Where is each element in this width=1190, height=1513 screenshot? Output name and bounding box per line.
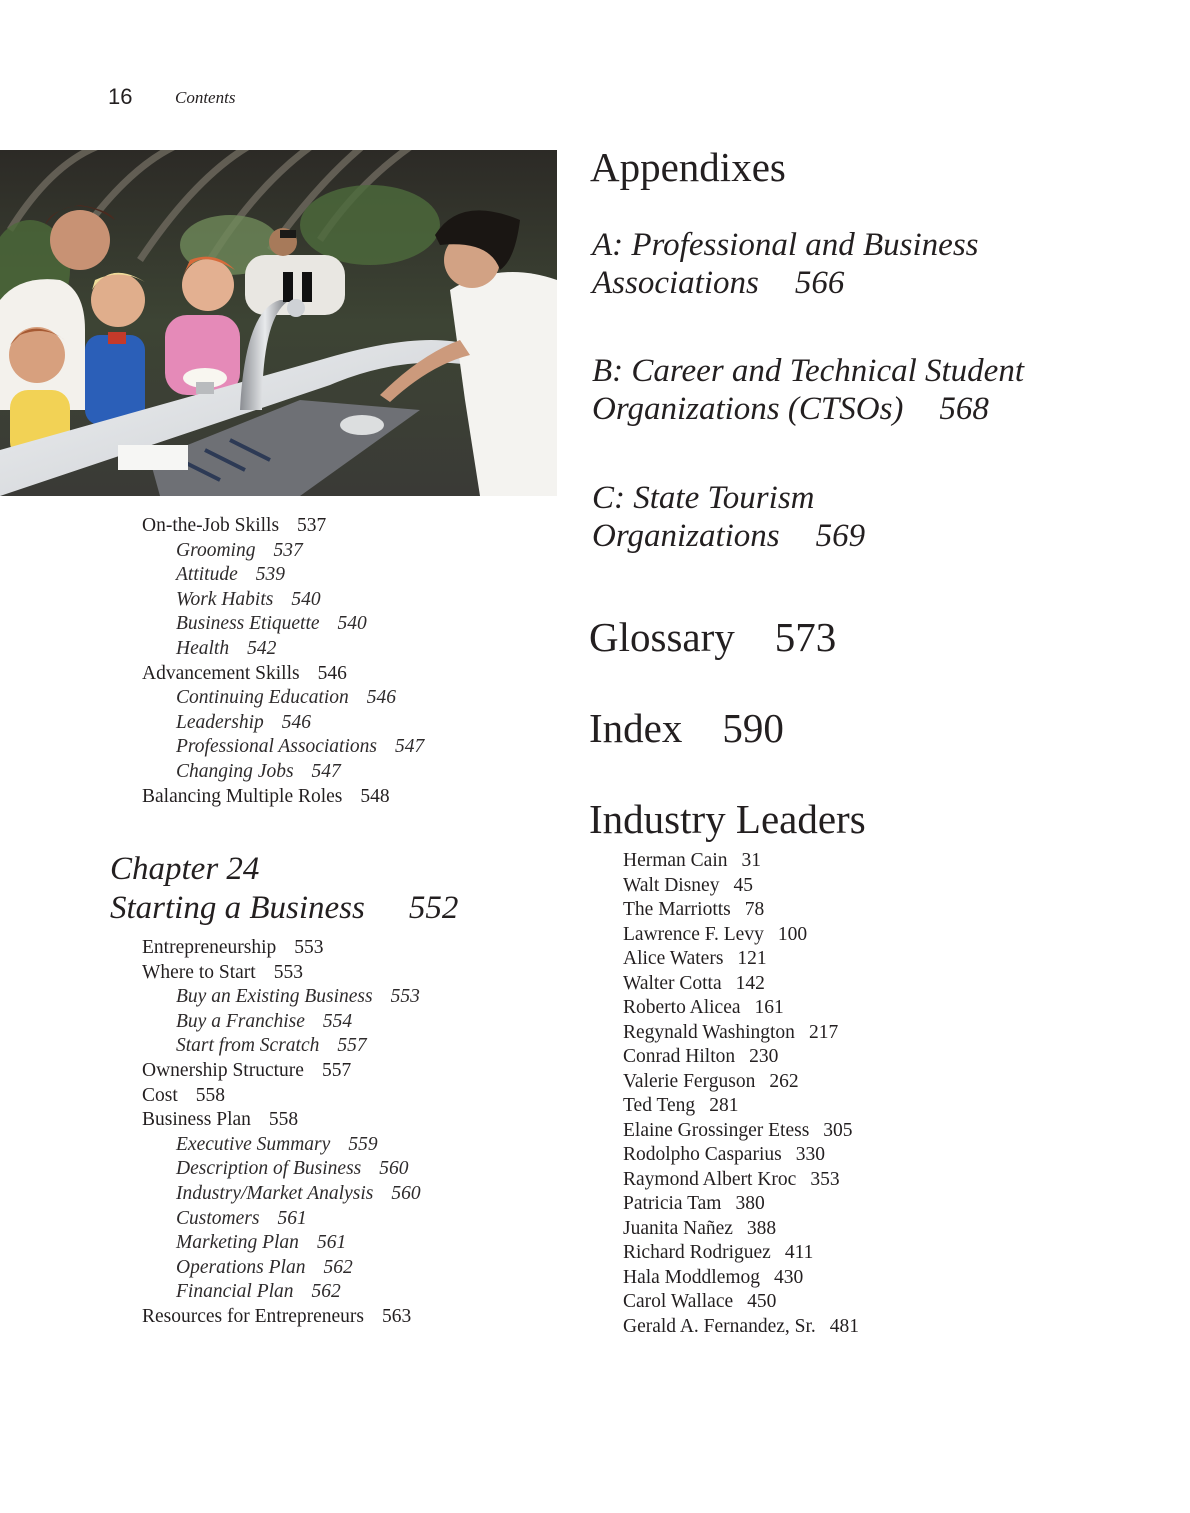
toc-subentry[interactable]: Customers 561 xyxy=(176,1207,307,1229)
toc-subentry[interactable]: Buy an Existing Business 553 xyxy=(176,986,420,1008)
toc-subentry[interactable]: Industry/Market Analysis 560 xyxy=(176,1182,421,1204)
leader-entry[interactable]: Juanita Nañez 388 xyxy=(623,1217,777,1239)
page-ref: 560 xyxy=(379,1158,409,1180)
page-ref: 547 xyxy=(394,736,425,758)
page-ref: 230 xyxy=(749,1046,779,1067)
leader-entry[interactable]: Carol Wallace 450 xyxy=(623,1291,777,1312)
page-ref: 560 xyxy=(391,1182,421,1204)
appendix-b-entry[interactable]: B: Career and Technical Student Organizations (CTSOs) 568 xyxy=(592,353,1024,427)
page-ref: 411 xyxy=(784,1242,814,1263)
page-ref: 557 xyxy=(337,1035,367,1057)
running-head: Contents xyxy=(175,88,236,107)
page-ref: 558 xyxy=(195,1084,226,1106)
chapter-24-heading[interactable] xyxy=(110,850,458,928)
toc-entry[interactable]: On-the-Job Skills 537 xyxy=(142,515,327,536)
index-entry[interactable]: Index 590 xyxy=(589,705,784,751)
leader-entry[interactable]: Rodolpho Casparius 330 xyxy=(623,1144,825,1165)
page-ref: 553 xyxy=(294,937,324,958)
page-ref: 554 xyxy=(322,1010,353,1032)
leader-entry[interactable]: Lawrence F. Levy 100 xyxy=(623,923,808,945)
leader-entry[interactable]: Hala Moddlemog 430 xyxy=(623,1266,804,1288)
leader-entry[interactable]: Walter Cotta 142 xyxy=(623,972,765,994)
page-ref: 561 xyxy=(316,1232,347,1254)
page-number: 16 xyxy=(108,84,133,109)
leader-entry[interactable]: Elaine Grossinger Etess 305 xyxy=(623,1119,853,1141)
toc-subentry[interactable]: Business Etiquette 540 xyxy=(176,613,367,635)
page-ref: 558 xyxy=(268,1109,299,1131)
toc-subentry[interactable]: Work Habits 540 xyxy=(176,588,321,610)
page-ref: 142 xyxy=(735,972,765,994)
page-ref: 481 xyxy=(829,1315,860,1337)
toc-entry[interactable]: Business Plan 558 xyxy=(142,1109,299,1131)
page-ref: 542 xyxy=(247,637,277,659)
page-ref: 553 xyxy=(390,986,420,1008)
page-ref: 573 xyxy=(774,614,837,660)
leader-entry[interactable]: Patricia Tam 380 xyxy=(623,1193,765,1214)
page-ref: 548 xyxy=(360,785,390,807)
toc-entry[interactable]: Advancement Skills 546 xyxy=(142,662,347,684)
leader-entry[interactable]: The Marriotts 78 xyxy=(623,899,765,920)
page-ref: 430 xyxy=(774,1266,804,1288)
toc-subentry[interactable]: Marketing Plan 561 xyxy=(176,1232,347,1254)
page-ref: 539 xyxy=(255,564,285,586)
page-ref: 305 xyxy=(823,1119,853,1141)
page-ref: 563 xyxy=(382,1305,412,1327)
toc-subentry[interactable]: Operations Plan 562 xyxy=(176,1256,353,1278)
chapter23-toc-list xyxy=(142,514,424,809)
toc-subentry[interactable]: Attitude 539 xyxy=(176,564,285,586)
page-ref: 568 xyxy=(939,391,989,427)
leader-entry[interactable]: Conrad Hilton 230 xyxy=(623,1046,779,1067)
toc-subentry[interactable]: Buy a Franchise 554 xyxy=(176,1010,353,1032)
page-ref: 388 xyxy=(746,1217,777,1239)
toc-subentry[interactable]: Health 542 xyxy=(176,637,277,659)
page-ref: 547 xyxy=(311,760,341,782)
page-ref: 590 xyxy=(722,705,784,751)
page-ref: 330 xyxy=(795,1144,825,1165)
toc-subentry[interactable]: Grooming 537 xyxy=(176,539,303,561)
chapter-page: 552 xyxy=(408,890,459,926)
leader-entry[interactable]: Herman Cain 31 xyxy=(623,850,762,871)
page-ref: 217 xyxy=(808,1021,839,1043)
page-ref: 553 xyxy=(273,961,303,983)
page-ref: 569 xyxy=(815,518,866,554)
toc-subentry[interactable]: Leadership 546 xyxy=(176,711,311,733)
page-ref: 78 xyxy=(744,899,765,920)
page-ref: 537 xyxy=(273,539,303,561)
leader-entry[interactable]: Raymond Albert Kroc 353 xyxy=(623,1168,840,1190)
appendixes-heading: Appendixes xyxy=(590,144,786,190)
page-ref: 546 xyxy=(317,662,347,684)
page-ref: 557 xyxy=(321,1059,352,1081)
leader-entry[interactable]: Alice Waters 121 xyxy=(623,948,767,969)
page-ref: 540 xyxy=(291,588,321,610)
chapter24-toc-list xyxy=(142,936,421,1330)
toc-subentry[interactable]: Professional Associations 547 xyxy=(176,736,425,758)
toc-entry[interactable]: Resources for Entrepreneurs 563 xyxy=(142,1305,412,1327)
page-ref: 45 xyxy=(733,874,753,896)
page-ref: 100 xyxy=(777,923,808,945)
glossary-entry[interactable]: Glossary 573 xyxy=(589,614,837,660)
toc-subentry[interactable]: Financial Plan 562 xyxy=(176,1281,341,1303)
leader-entry[interactable]: Richard Rodriguez 411 xyxy=(623,1242,814,1263)
chapter-title: Starting a Business xyxy=(110,890,365,926)
industry-leaders-heading: Industry Leaders xyxy=(589,796,866,842)
leader-entry[interactable]: Roberto Alicea 161 xyxy=(623,997,784,1018)
page-ref: 546 xyxy=(281,711,311,733)
page-ref: 31 xyxy=(741,850,762,871)
page-ref: 566 xyxy=(794,265,845,301)
page-ref: 546 xyxy=(366,687,397,709)
toc-entry[interactable]: Balancing Multiple Roles 548 xyxy=(142,785,390,807)
chapter-number: Chapter 24 xyxy=(110,851,260,887)
page-ref: 380 xyxy=(735,1193,765,1214)
leader-entry[interactable]: Valerie Ferguson 262 xyxy=(623,1070,799,1092)
industry-leaders-list xyxy=(623,849,859,1339)
page-ref: 540 xyxy=(337,613,367,635)
page-ref: 562 xyxy=(323,1256,353,1278)
page-ref: 559 xyxy=(348,1133,378,1155)
appendix-c-entry[interactable]: C: State Tourism Organizations 569 xyxy=(592,480,866,554)
toc-entry[interactable]: Entrepreneurship 553 xyxy=(142,937,324,958)
page-ref: 262 xyxy=(769,1070,799,1092)
appendix-a-entry[interactable]: A: Professional and Business Associations 566 xyxy=(592,227,979,301)
toc-entry[interactable]: Where to Start 553 xyxy=(142,961,303,983)
toc-subentry[interactable]: Changing Jobs 547 xyxy=(176,760,341,782)
ice-cream-counter-photo xyxy=(0,150,557,496)
toc-entry[interactable]: Cost 558 xyxy=(142,1084,226,1106)
toc-entry[interactable]: Ownership Structure 557 xyxy=(142,1059,352,1081)
leader-entry[interactable]: Ted Teng 281 xyxy=(623,1095,739,1116)
page-ref: 450 xyxy=(747,1291,777,1312)
leader-entry[interactable]: Gerald A. Fernandez, Sr. 481 xyxy=(623,1315,860,1337)
toc-subentry[interactable]: Executive Summary 559 xyxy=(176,1133,378,1155)
toc-subentry[interactable]: Description of Business 560 xyxy=(176,1158,409,1180)
page-ref: 281 xyxy=(709,1095,739,1116)
leader-entry[interactable]: Walt Disney 45 xyxy=(623,874,753,896)
page-ref: 121 xyxy=(737,948,767,969)
toc-subentry[interactable]: Start from Scratch 557 xyxy=(176,1035,367,1057)
page-ref: 562 xyxy=(311,1281,341,1303)
leader-entry[interactable]: Regynald Washington 217 xyxy=(623,1021,839,1043)
page-ref: 161 xyxy=(754,997,784,1018)
toc-subentry[interactable]: Continuing Education 546 xyxy=(176,687,397,709)
page-ref: 537 xyxy=(297,515,327,536)
page-ref: 353 xyxy=(810,1168,840,1190)
page-ref: 561 xyxy=(277,1207,307,1229)
